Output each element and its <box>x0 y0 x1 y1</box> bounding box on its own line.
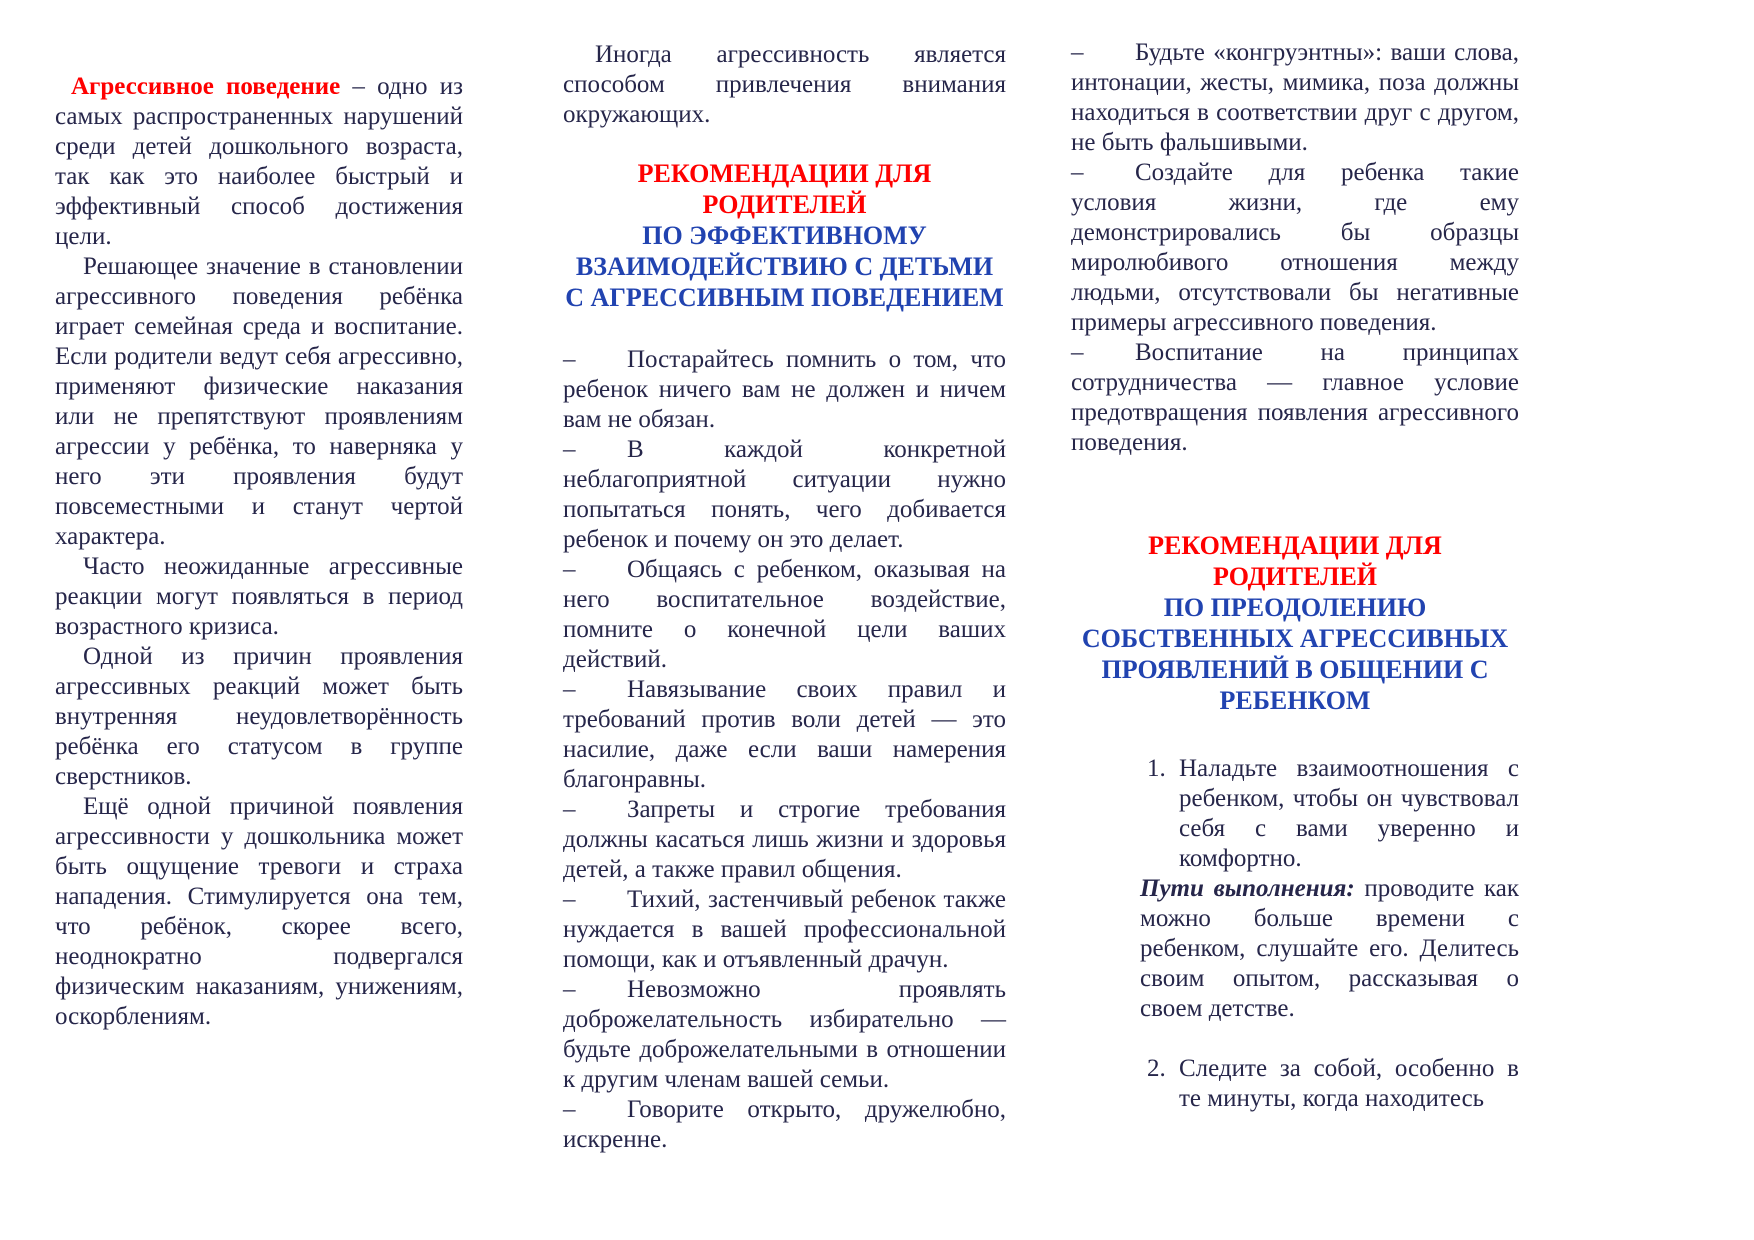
ways-label: Пути выполнения: <box>1140 875 1355 902</box>
heading-blue-line: СОБСТВЕННЫХ АГРЕССИВНЫХ <box>1081 624 1509 653</box>
column-middle <box>563 40 1006 1155</box>
heading-blue-line: ПРОЯВЛЕНИЙ В ОБЩЕНИИ С <box>1101 655 1489 684</box>
dash-bullet: – <box>563 976 576 1003</box>
lead-paragraph <box>55 72 463 252</box>
list-item <box>563 435 1006 555</box>
dash-bullet: – <box>563 796 576 823</box>
list-item-text: Говорите открыто, дружелюбно, искренне. <box>563 1096 1006 1153</box>
number-marker: 2. <box>1147 1055 1166 1082</box>
number-marker: 1. <box>1147 755 1166 782</box>
list-item-text: Запреты и строгие требования должны касаться лишь жизни и здоровья детей, а также правил общения. <box>563 796 1006 883</box>
list-item <box>563 555 1006 675</box>
dash-bullet: – <box>563 1096 576 1123</box>
dash-bullet: – <box>563 886 576 913</box>
list-item <box>563 975 1006 1095</box>
section-heading-interaction <box>563 158 1006 313</box>
dash-bullet: – <box>563 676 576 703</box>
heading-blue-line: ПО ЭФФЕКТИВНОМУ <box>642 221 927 250</box>
section-heading-self-control <box>1071 530 1519 716</box>
heading-red-line: РОДИТЕЛЕЙ <box>1212 562 1378 591</box>
dash-bullet: – <box>563 556 576 583</box>
lead-title: Агрессивное поведение <box>71 73 341 100</box>
paragraph-status: Одной из причин проявления агрессивных реакций может быть внутренняя неудовлетворённость ребёнка его статусом в группе сверстников. <box>55 643 463 790</box>
heading-blue-line: ВЗАИМОДЕЙСТВИЮ С ДЕТЬМИ <box>575 252 994 281</box>
list-item <box>563 675 1006 795</box>
numbered-item <box>1071 754 1519 874</box>
list-item <box>563 1095 1006 1155</box>
list-item <box>563 345 1006 435</box>
intro-paragraph: Иногда агрессивность является способом привлечения внимания окружающих. <box>563 41 1006 128</box>
list-item-text: Общаясь с ребенком, оказывая на него воспитательное воздействие, помните о конечной цели ваших действий. <box>563 556 1006 673</box>
list-item-text: Тихий, застенчивый ребенок также нуждается в вашей профессиональной помощи, как и отъявленный драчун. <box>563 886 1006 973</box>
numbered-item <box>1071 1054 1519 1114</box>
paragraph-crisis: Часто неожиданные агрессивные реакции могут появляться в период возрастного кризиса. <box>55 553 463 640</box>
list-item-text: Невозможно проявлять доброжелательность избирательно — будьте доброжелательными в отношении к другим членам вашей семьи. <box>563 976 1006 1093</box>
list-item <box>563 885 1006 975</box>
heading-blue-line: РЕБЕНКОМ <box>1219 686 1371 715</box>
paragraph-fear: Ещё одной причиной появления агрессивности у дошкольника может быть ощущение тревоги и страха нападения. Стимулируется она тем, что ребёнок, скорее всего, неоднократно подвергался физическим наказаниям, унижениям, оскорблениям. <box>55 793 463 1030</box>
list-item-text: Будьте «конгруэнтны»: ваши слова, интонации, жесты, мимика, поза должны находиться в соответствии друг с другом, не быть фальшивыми. <box>1071 39 1519 156</box>
dash-bullet: – <box>563 346 576 373</box>
list-item-text: В каждой конкретной неблагоприятной ситуации нужно попытаться понять, чего добивается ребенок и почему он это делает. <box>563 436 1006 553</box>
dash-bullet: – <box>1071 339 1084 366</box>
ways-text: проводите как можно больше времени с ребенком, слушайте его. Делитесь своим опытом, рассказывая о своем детстве. <box>1140 875 1520 1022</box>
list-item-text: Постарайтесь помнить о том, что ребенок ничего вам не должен и ничем вам не обязан. <box>563 346 1006 433</box>
dash-bullet: – <box>1071 159 1084 186</box>
column-right <box>1071 38 1519 1114</box>
heading-red-line: РЕКОМЕНДАЦИИ ДЛЯ <box>637 159 932 188</box>
paragraph-family: Решающее значение в становлении агрессивного поведения ребёнка играет семейная среда и воспитание. Если родители ведут себя агрессивно, применяют физические наказания или не препятствуют проявлениям агрессии у ребёнка, то наверняка у него эти проявления будут повсеместными и станут чертой характера. <box>55 253 463 550</box>
column-left <box>55 72 463 1032</box>
lead-body: – одно из самых распространенных нарушений среди детей дошкольного возраста, так как это наиболее быстрый и эффективный способ достижения цели. <box>55 73 463 250</box>
list-item <box>563 795 1006 885</box>
heading-red-line: РОДИТЕЛЕЙ <box>702 190 867 219</box>
dash-bullet: – <box>563 436 576 463</box>
dash-bullet: – <box>1071 39 1084 66</box>
list-item-text: Воспитание на принципах сотрудничества — главное условие предотвращения появления агрессивного поведения. <box>1071 339 1519 456</box>
list-item <box>1071 158 1519 338</box>
heading-red-line: РЕКОМЕНДАЦИИ ДЛЯ <box>1148 531 1442 560</box>
numbered-item-text: Следите за собой, особенно в те минуты, когда находитесь <box>1179 1055 1519 1112</box>
numbered-item-text: Наладьте взаимоотношения с ребенком, чтобы он чувствовал себя с вами уверенно и комфортно. <box>1179 755 1519 872</box>
ways-paragraph <box>1071 874 1519 1024</box>
heading-blue-line: ПО ПРЕОДОЛЕНИЮ <box>1163 593 1427 622</box>
list-item <box>1071 38 1519 158</box>
heading-blue-line: С АГРЕССИВНЫМ ПОВЕДЕНИЕМ <box>565 283 1004 312</box>
list-item-text: Создайте для ребенка такие условия жизни, где ему демонстрировались бы образцы миролюбивого отношения между людьми, отсутствовали бы негативные примеры агрессивного поведения. <box>1071 159 1519 336</box>
list-item-text: Навязывание своих правил и требований против воли детей — это насилие, даже если ваши намерения благонравны. <box>563 676 1006 793</box>
list-item <box>1071 338 1519 458</box>
